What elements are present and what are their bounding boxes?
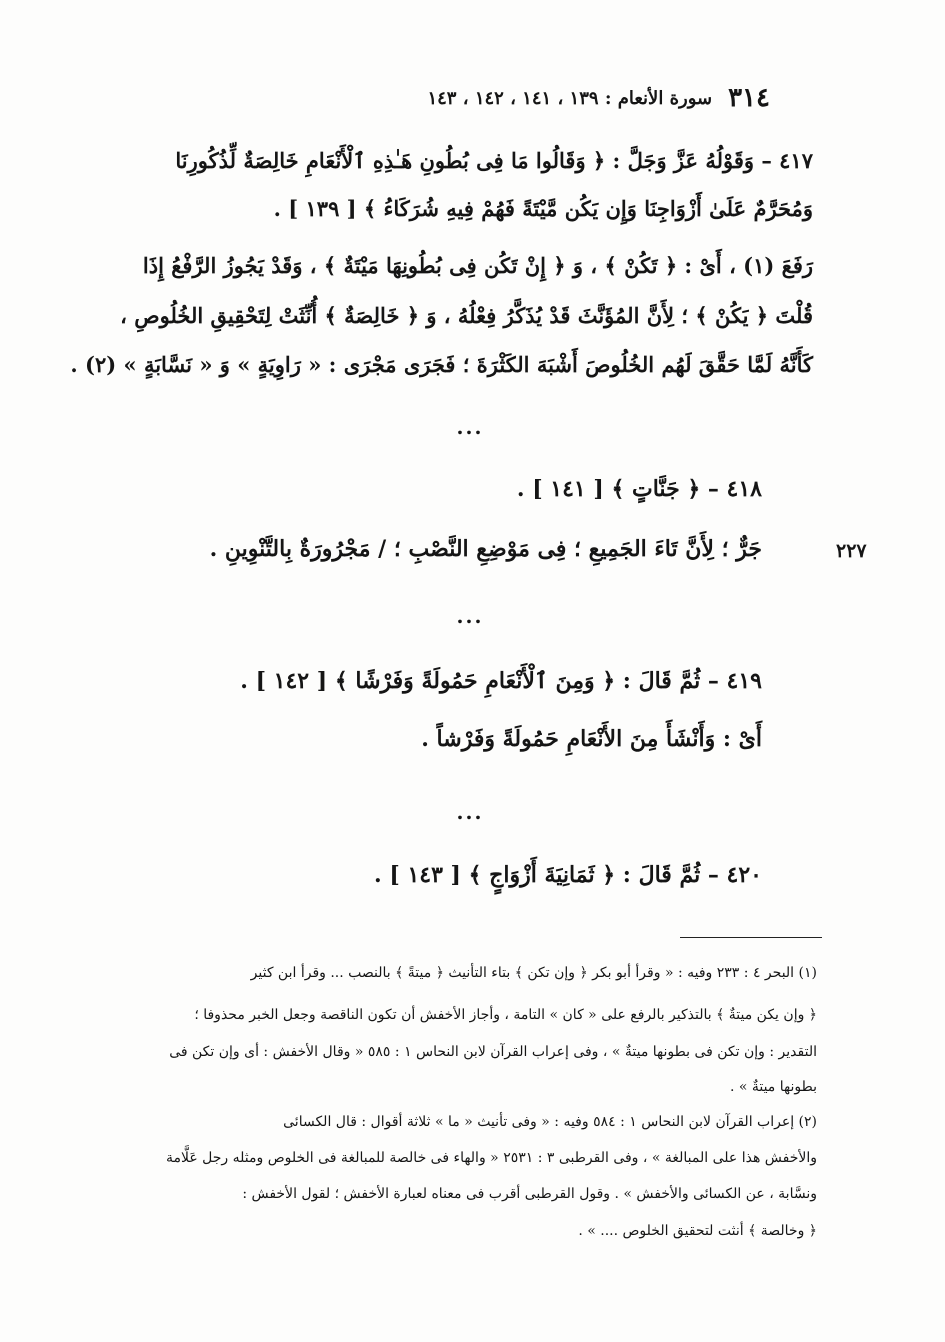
entry-417-line-2: وَمُحَرَّمٌ عَلَىٰ أَزْوَاجِنَا وَإِن يَكُن مَّيْتَةً فَهُمْ فِيهِ شُرَكَاءُ ﴾ [ ١٣٩ ] . [273, 196, 813, 221]
footnote-2-line-1: (٢) إعراب القرآن لابن النحاس ١ : ٥٨٤ وفيه : « وفى تأنيث « ما » ثلاثة أقوال : قال الكسائى [283, 1114, 817, 1130]
entry-417-line-5: كَأَنَّهُ لَمَّا حَقَّقَ لَهُم الخُلُوصَ أَشْبَهَ الكَثْرَةَ ؛ فَجَرَى مَجْرَى : « رَاوِيَةٍ » وَ « نَسَّابَةٍ » (٢) . [70, 352, 813, 377]
running-head: سورة الأنعام : ١٣٩ ، ١٤١ ، ١٤٢ ، ١٤٣ [427, 87, 713, 109]
entry-418-line-2: جَرٌّ ؛ لِأَنَّ تَاءَ الجَمِيعِ ؛ فِى مَوْضِعِ النَّصْبِ ؛ / مَجْرُورَةٌ بِالتَّنْوِينِ . [209, 536, 762, 562]
footnote-2-line-3: ونسَّابة ، عن الكسائى والأخفش » . وقول القرطبى أقرب فى معناه لعبارة الأخفش ؛ لقول الأخفش : [242, 1186, 817, 1202]
footnote-1-line-4: بطونها ميتةٌ » . [729, 1079, 817, 1095]
entry-417-line-4: قُلْتَ ﴿ يَكُنْ ﴾ ؛ لِأَنَّ المُؤَنَّثَ قَدْ يُذَكَّرُ فِعْلُهُ ، وَ ﴿ خَالِصَةٌ ﴾ أُنِّثَتْ لِتَحْقِيقِ الخُلُوصِ ، [120, 303, 813, 328]
footnote-2-line-4: ﴿ وخالصة ﴾ أنثت لتحقيق الخلوص .... » . [578, 1223, 817, 1239]
margin-page-number: ٢٢٧ [836, 540, 867, 562]
entry-419-line-1: ٤١٩ – ثُمَّ قَالَ : ﴿ وَمِنَ ٱلْأَنْعَامِ حَمُولَةً وَفَرْشًا ﴾ [ ١٤٢ ] . [240, 668, 762, 694]
footnote-2-line-2: والأخفش هذا على المبالغة » ، وفى القرطبى ٣ : ٢٥٣١ « والهاء فى خالصة للمبالغة فى الخلوص ومثله رجل عَلَّامة [165, 1150, 817, 1166]
section-separator: ... [456, 800, 484, 824]
entry-420-line-1: ٤٢٠ – ثُمَّ قَالَ : ﴿ ثَمَانِيَةَ أَزْوَاجٍ ﴾ [ ١٤٣ ] . [374, 862, 762, 888]
entry-418-line-1: ٤١٨ – ﴿ جَنَّاتٍ ﴾ [ ١٤١ ] . [516, 476, 762, 502]
entry-417-line-3: رَفَعَ (١) ، أَىْ : ﴿ تَكُنْ ﴾ ، وَ ﴿ إِنْ تَكُن فِى بُطُونِهَا مَيْتَةٌ ﴾ ، وَقَدْ يَجُوزُ الرَّفْعُ إِذَا [142, 253, 813, 278]
footnote-1-line-3: التقدير : وإن تكن فى بطونها ميتةٌ » ، وفى إعراب القرآن لابن النحاس ١ : ٥٨٥ « وقال الأخفش : أى وإن تكن فى [169, 1044, 817, 1060]
entry-419-line-2: أَىْ : وَأَنْشَأَ مِنَ الأَنْعَامِ حَمُولَةً وَفَرْشاً . [421, 726, 762, 752]
footnote-1-line-1: (١) البحر ٤ : ٢٣٣ وفيه : « وقرأ أبو بكر ﴿ وإن تكن ﴾ بتاء التأنيث ﴿ ميتةً ﴾ بالنصب ... وقرأ ابن كثير [250, 965, 817, 981]
footnote-1-line-2: ﴿ وإن يكن ميتةٌ ﴾ بالتذكير بالرفع على « كان » التامة ، وأجاز الأخفش أن تكون الناقصة وجعل الخبر محذوفا ؛ [194, 1007, 817, 1023]
section-separator: ... [456, 415, 484, 439]
section-separator: ... [456, 604, 484, 628]
footnote-divider [680, 937, 822, 938]
page-header [320, 80, 770, 116]
entry-417-line-1: ٤١٧ – وَقَوْلُهُ عَزَّ وَجَلَّ : ﴿ وَقَالُوا مَا فِى بُطُونِ هَـٰذِهِ ٱلْأَنْعَامِ خَالِصَةٌ لِّذُكُورِنَا [175, 148, 813, 173]
page-number: ٣١٤ [728, 83, 770, 113]
